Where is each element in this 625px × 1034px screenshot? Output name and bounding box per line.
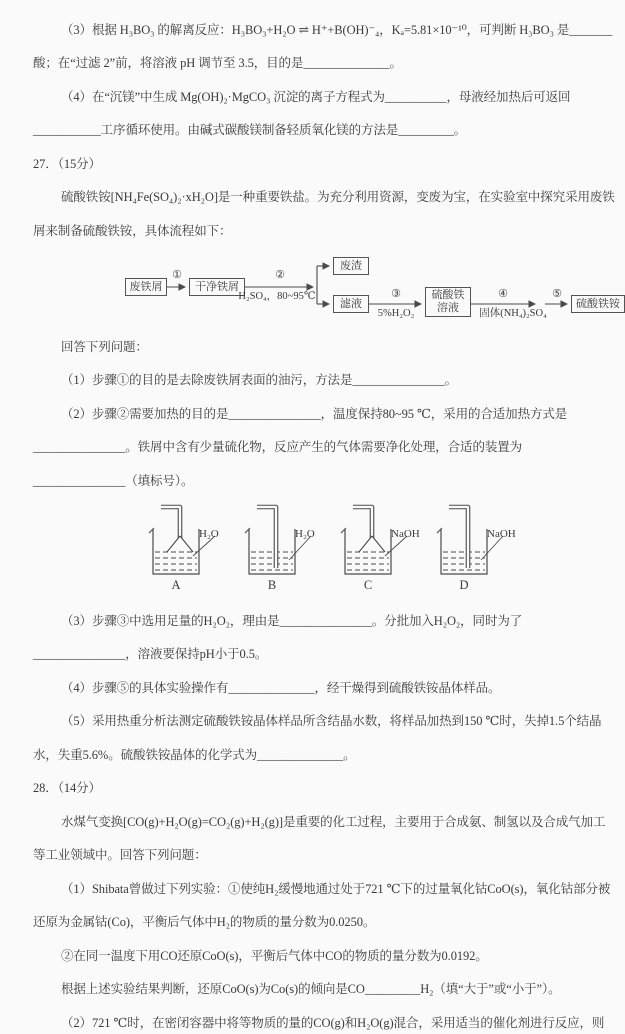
q28-line3: （1）Shibata曾做过下列实验：①使纯H₂缓慢地通过处于721 ℃下的过量氧化钴CoO(s)，氧化钴部分被: [61, 881, 611, 896]
q27-item2-line2: _______________。铁屑中含有少量硫化物，反应产生的气体需要净化处理，合适的装置为: [33, 440, 523, 454]
flowchart-step-2: ②: [275, 269, 285, 281]
flowchart-box-waste-iron: 废铁屑: [125, 278, 167, 296]
apparatus-letter: C: [363, 578, 373, 592]
apparatus-option-B: [229, 504, 325, 598]
flowchart-box-filtrate: 滤液: [333, 295, 369, 313]
q27-item2-line3: _______________（填标号）。: [33, 473, 194, 488]
q27-item5-line1: （5）采用热重分析法测定硫酸铁铵晶体样品所含结晶水数，将样品加热到150 ℃时，失掉1.5个结晶: [61, 714, 602, 728]
q27-item4: （4）步骤⑤的具体实验操作有______________，经干燥得到硫酸铁铵晶体样品。: [61, 680, 501, 695]
beaker-dip-tube-diagram: [421, 504, 513, 578]
flowchart-box-text: 溶液: [437, 302, 459, 314]
flowchart-step-3: ③: [391, 288, 401, 300]
flowchart-condition-4: 固体(NH₄)₂SO₄: [479, 308, 547, 319]
apparatus-letter: A: [171, 578, 181, 592]
flowchart: [125, 254, 625, 324]
beaker-funnel-diagram: [133, 504, 225, 578]
q26-part4-line1: （4）在“沉镁”中生成 Mg(OH)₂·MgCO₃ 沉淀的离子方程式为__________，母液经加热后可返回: [61, 89, 571, 104]
flowchart-box-text: 硫酸铁: [431, 289, 465, 301]
q27-item5-line2: 水，失重5.6%。硫酸铁铵晶体的化学式为______________。: [33, 747, 356, 762]
q27-intro-line1: 硫酸铁铵[NH₄Fe(SO₄)₂·xH₂O]是一种重要铁盐。为充分利用资源，变废为宝，在实验室中探究采用废铁: [61, 190, 615, 204]
reagent-label: NaOH: [487, 528, 516, 540]
flowchart-condition-2: H₂SO₄，80~95℃: [238, 291, 316, 302]
apparatus-figure: [133, 504, 590, 598]
apparatus-option-C: [325, 504, 421, 598]
q28-line4: 还原为金属钴(Co)，平衡后气体中H₂的物质的量分数为0.0250。: [33, 915, 376, 929]
reagent-label: H₂O: [199, 528, 219, 540]
q27-item3-line2: _______________，溶液要保持pH小于0.5。: [33, 647, 268, 661]
q27-item1: （1）步骤①的目的是去除废铁屑表面的油污，方法是_______________。: [61, 373, 458, 387]
flowchart-step-5: ⑤: [552, 288, 562, 300]
apparatus-letter: B: [267, 578, 277, 592]
flowchart-box-clean-iron: 干净铁屑: [189, 278, 245, 296]
q27-item3-line1: （3）步骤③中选用足量的H₂O₂，理由是_______________。分批加入H₂O₂，同时为了: [61, 613, 523, 628]
flowchart-step-4: ④: [498, 288, 508, 300]
q28-line7: （2）721 ℃时，在密闭容器中将等物质的量的CO(g)和H₂O(g)混合，采用适当的催化剂进行反应，则: [61, 1015, 605, 1030]
q28-line1: 水煤气变换[CO(g)+H₂O(g)=CO₂(g)+H₂(g)]是重要的化工过程，主要用于合成氨、制氢以及合成气加工: [61, 814, 606, 829]
apparatus-option-A: [133, 504, 229, 598]
reagent-label: NaOH: [391, 528, 420, 540]
q28-heading: 28．（14分）: [33, 781, 101, 795]
flowchart-box-iron-sulfate-solution: [425, 287, 471, 317]
flowchart-condition-3: 5%H₂O₂: [377, 308, 415, 319]
q28-line2: 等工业领域中。回答下列问题：: [33, 848, 207, 862]
q28-line6: 根据上述实验结果判断，还原CoO(s)为Co(s)的倾向是CO_________H₂（填“大于”或“小于”）。: [61, 982, 561, 996]
q28-line5: ②在同一温度下用CO还原CoO(s)，平衡后气体中CO的物质的量分数为0.0192。: [61, 948, 488, 963]
reagent-label: H₂O: [295, 528, 315, 540]
beaker-funnel-diagram: [325, 504, 417, 578]
beaker-dip-tube-diagram: [229, 504, 321, 578]
q26-part4-line2: ___________工序循环使用。由碱式碳酸镁制备轻质氧化镁的方法是_________。: [33, 123, 467, 137]
q27-prompt: 回答下列问题：: [61, 339, 148, 354]
apparatus-letter: D: [459, 578, 469, 592]
q26-part3-line1: （3）根据 H₃BO₃ 的解离反应：H₃BO₃+H₂O ⇌ H⁺+B(OH)⁻₄，Kₐ=5.81×10⁻¹⁰，可判断 H₃BO₃ 是_______: [61, 22, 613, 37]
apparatus-option-D: [421, 504, 517, 598]
flowchart-step-1: ①: [172, 269, 182, 281]
q27-item2-line1: （2）步骤②需要加热的目的是_______________，温度保持80~95 ℃，采用的合适加热方式是: [61, 406, 568, 421]
q27-heading: 27．（15分）: [33, 156, 101, 171]
q27-intro-line2: 屑来制备硫酸铁铵，具体流程如下：: [33, 223, 232, 238]
q26-part3-line2: 酸；在“过滤 2”前，将溶液 pH 调节至 3.5，目的是______________。: [33, 56, 402, 70]
flowchart-box-residue: 废渣: [333, 257, 369, 275]
flowchart-box-product: 硫酸铁铵: [571, 295, 625, 313]
